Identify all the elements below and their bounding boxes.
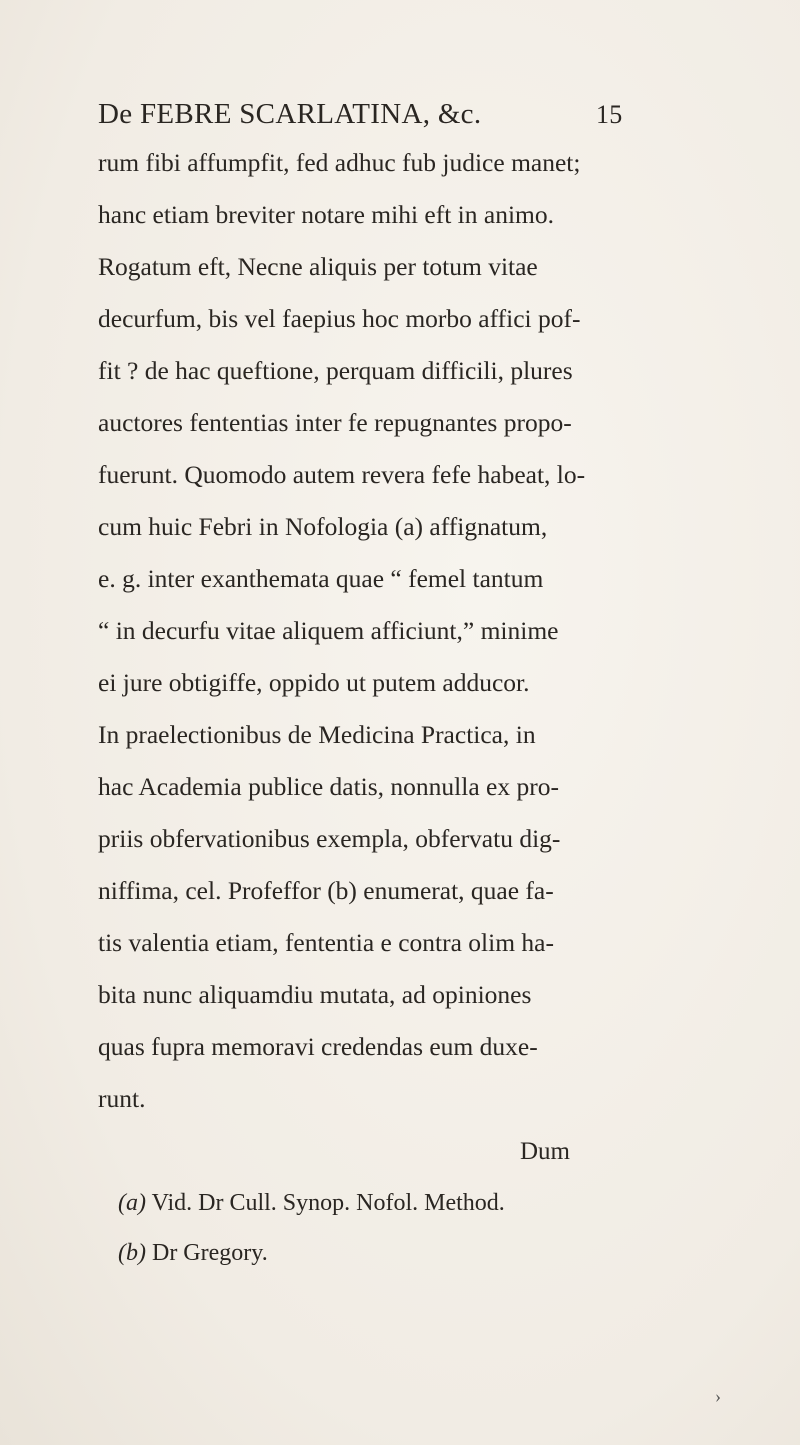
- text-line: cum huic Febri in Nofologia (a) affignatum,: [98, 512, 548, 541]
- text-line: Rogatum eft, Necne aliquis per totum vitae: [98, 252, 538, 281]
- running-title: De FEBRE SCARLATINA, &c.: [98, 98, 482, 130]
- footnote-text: Vid. Dr Cull. Synop. Nofol. Method.: [151, 1190, 505, 1216]
- text-line: fuerunt. Quomodo autem revera fefe habeat, lo-: [98, 460, 586, 489]
- text-line: In praelectionibus de Medicina Practica, in: [98, 720, 536, 749]
- text-line: priis obfervationibus exempla, obfervatu dig-: [98, 824, 561, 853]
- text-line: runt.: [98, 1084, 146, 1113]
- text-line: hac Academia publice datis, nonnulla ex pro-: [98, 772, 559, 801]
- footnote-mark: (a): [118, 1190, 146, 1216]
- footnote-mark: (b): [118, 1240, 146, 1266]
- text-line: niffima, cel. Profeffor (b) enumerat, quae fa-: [98, 876, 554, 905]
- text-line: “ in decurfu vitae aliquem afficiunt,” minime: [98, 616, 559, 645]
- text-line: hanc etiam breviter notare mihi eft in animo.: [98, 200, 554, 229]
- text-line: bita nunc aliquamdiu mutata, ad opiniones: [98, 980, 532, 1009]
- text-line: fit ? de hac queftione, perquam difficili, plures: [98, 356, 573, 385]
- stray-mark: ›: [715, 1386, 721, 1406]
- running-header: [98, 98, 698, 131]
- text-line: quas fupra memoravi credendas eum duxe-: [98, 1032, 538, 1061]
- text-line: ei jure obtigiffe, oppido ut putem adducor.: [98, 668, 530, 697]
- text-line: tis valentia etiam, fententia e contra olim ha-: [98, 928, 554, 957]
- text-line: e. g. inter exanthemata quae “ femel tantum: [98, 564, 544, 593]
- text-line: auctores fententias inter fe repugnantes propo-: [98, 408, 572, 437]
- text-line: rum fibi affumpfit, fed adhuc fub judice manet;: [98, 148, 581, 177]
- text-line: decurfum, bis vel faepius hoc morbo affici pof-: [98, 304, 581, 333]
- catchword: Dum: [520, 1138, 570, 1165]
- footnote-b: [118, 1240, 268, 1267]
- footnote-text: Dr Gregory.: [151, 1240, 268, 1266]
- footnote-a: [118, 1190, 505, 1217]
- page-number: 15: [596, 100, 623, 129]
